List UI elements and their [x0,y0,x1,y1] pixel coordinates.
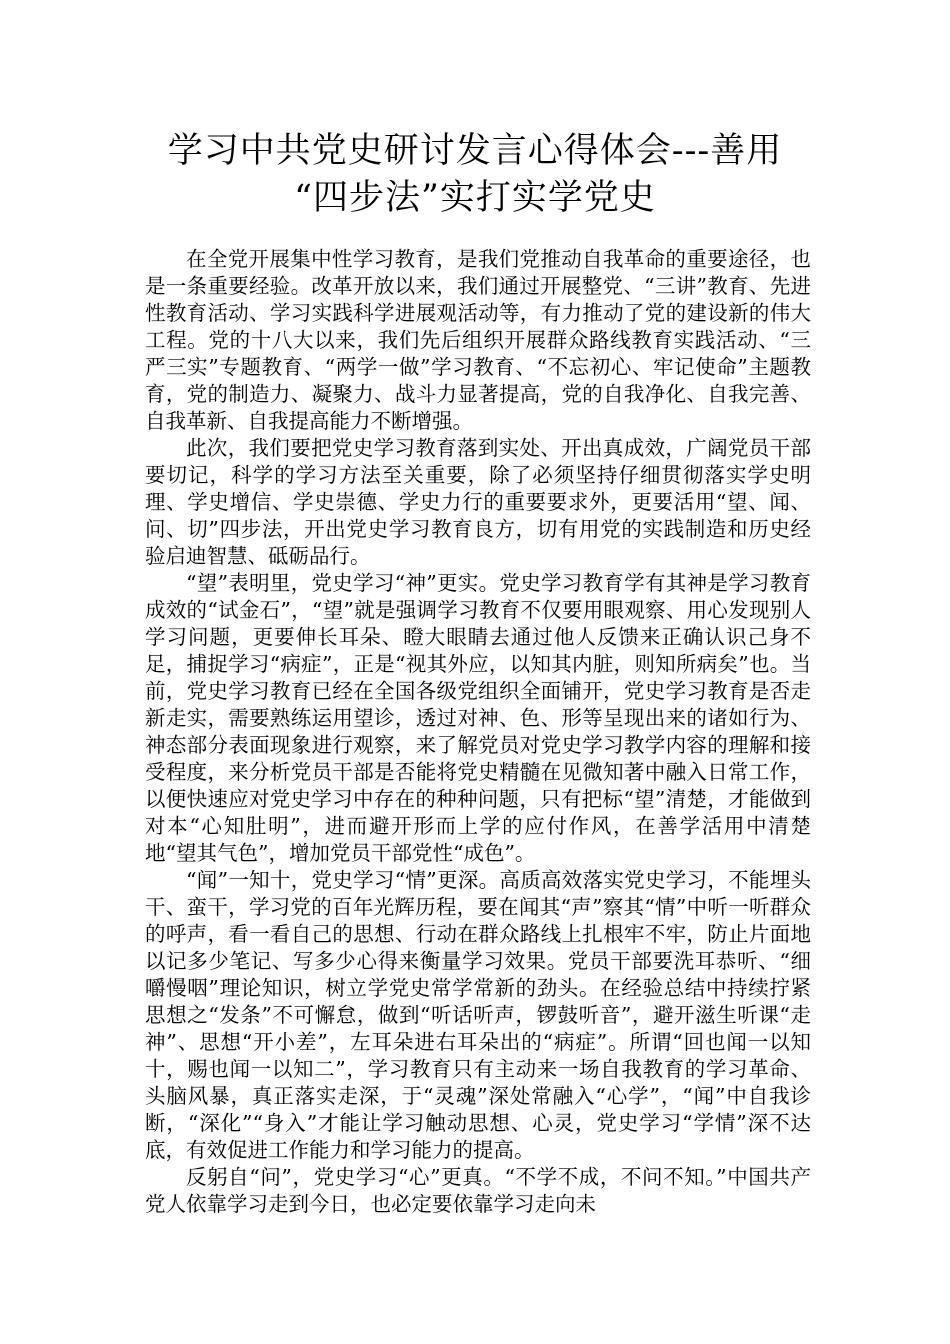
paragraph-wen: “闻”一知十，党史学习“情”更深。高质高效落实党史学习，不能埋头干、蛮干，学习党的百年光辉历程，要在闻其“声”察其“情”中听一听群众的呼声，看一看自己的思想、行动在群众路线上扎根牢不牢，防止片面地以记多少笔记、写多少心得来衡量学习效果。党员干部要洗耳恭听、“细嚼慢咽”理论知识，树立学党史常学常新的劲头。在经验总结中持续拧紧思想之“发条”不可懈怠，做到“听话听声，锣鼓听音”，避开滋生听课“走神”、思想“开小差”，左耳朵进右耳朵出的“病症”。所谓“回也闻一以知十，赐也闻一以知二”，学习教育只有主动来一场自我教育的学习革命、头脑风暴，真正落实走深，于“灵魂”深处常融入“心学”，“闻”中自我诊断，“深化”“身入”才能让学习触动思想、心灵，党史学习“学情”深不达底，有效促进工作能力和学习能力的提高。 [145,868,811,1162]
paragraph-wang: “望”表明里，党史学习“神”更实。党史学习教育学有其神是学习教育成效的“试金石”，“望”就是强调学习教育不仅要用眼观察、用心发现别人学习问题，更要伸长耳朵、瞪大眼睛去通过他人反馈来正确认识己身不足，捕捉学习“病症”，正是“视其外应，以知其内脏，则知所病矣”也。当前，党史学习教育已经在全国各级党组织全面铺开，党史学习教育是否走新走实，需要熟练运用望诊，透过对神、色、形等呈现出来的诸如行为、神态部分表面现象进行观察，来了解党员对党史学习教学内容的理解和接受程度，来分析党员干部是否能将党史精髓在见微知著中融入日常工作，以便快速应对党史学习中存在的种种问题，只有把标“望”清楚，才能做到对本“心知肚明”，进而避开形而上学的应付作风，在善学活用中清楚地“望其气色”，增加党员干部党性“成色”。 [145,571,811,865]
paragraph-method: 此次，我们要把党史学习教育落到实处、开出真成效，广阔党员干部要切记，科学的学习方法至关重要，除了必须坚持仔细贯彻落实学史明理、学史增信、学史崇德、学史力行的重要要求外，更要活用“望、闻、问、切”四步法，开出党史学习教育良方，切有用党的实践制造和历史经验启迪智慧、砥砺品行。 [145,436,811,568]
document-body [145,246,811,1218]
document-title [120,128,830,222]
paragraph-wen-ask: 反躬自“问”，党史学习“心”更真。“不学不成，不问不知。”中国共产党人依靠学习走到今日，也必定要依靠学习走向未 [145,1165,811,1216]
title-line-1: 学习中共党史研讨发言心得体会---善用 [167,131,783,171]
paragraph-intro: 在全党开展集中性学习教育，是我们党推动自我革命的重要途径，也是一条重要经验。改革开放以来，我们通过开展整党、“三讲”教育、先进性教育活动、学习实践科学进展观活动等，有力推动了党的建设新的伟大工程。党的十八大以来，我们先后组织开展群众路线教育实践活动、“三严三实”专题教育、“两学一做”学习教育、“不忘初心、牢记使命”主题教育，党的制造力、凝聚力、战斗力显著提高，党的自我净化、自我完善、自我革新、自我提高能力不断增强。 [145,247,811,433]
title-line-2: “四步法”实打实学党史 [294,178,656,218]
